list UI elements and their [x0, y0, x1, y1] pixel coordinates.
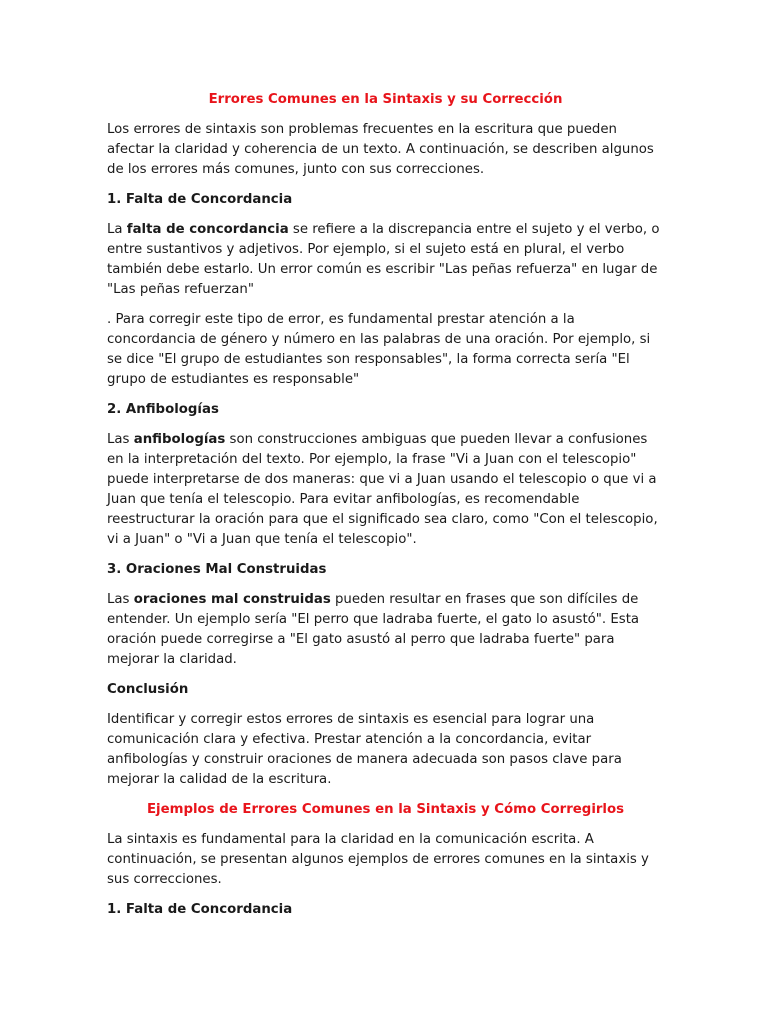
section-title-ejemplos: Ejemplos de Errores Comunes en la Sintaxis y Cómo Corregirlos [146, 802, 625, 817]
document-title: Errores Comunes en la Sintaxis y su Corrección [208, 92, 563, 107]
bold-term: oraciones mal construidas [133, 592, 331, 607]
paragraph-anfibologias: Las anfibologías son construcciones ambiguas que pueden llevar a confusiones en la interpretación del texto. Por ejemplo, la frase "Vi a Juan con el telescopio" puede interpretarse de dos maneras: que vi a Juan usando el telescopio o que vi a Juan que tenía el telescopio. Para evitar anfibologías, es recomendable reestructurar la oración para que el significado sea claro, como "Con el telescopio, vi a Juan" o "Vi a Juan que tenía el telescopio". [107, 432, 658, 547]
paragraph-oraciones: Las oraciones mal construidas pueden resultar en frases que son difíciles de entender. Un ejemplo sería "El perro que ladraba fuerte, el gato lo asustó". Esta oración puede corregirse a "El gato asustó al perro que ladraba fuerte" para mejorar la claridad. [107, 592, 640, 667]
paragraph-conclusion: Identificar y corregir estos errores de sintaxis es esencial para lograr una comunicación clara y efectiva. Prestar atención a la concordancia, evitar anfibologías y construir oraciones de manera adecuada son pasos clave para mejorar la calidad de la escritura. [107, 712, 622, 787]
intro-paragraph-ejemplos: La sintaxis es fundamental para la claridad en la comunicación escrita. A continuación, se presentan algunos ejemplos de errores comunes en la sintaxis y sus correcciones. [107, 832, 649, 887]
paragraph-concordancia-correction: . Para corregir este tipo de error, es fundamental prestar atención a la concordancia de género y número en las palabras de una oración. Por ejemplo, si se dice "El grupo de estudiantes son responsables", la forma correcta sería "El grupo de estudiantes es responsable" [107, 312, 651, 387]
intro-paragraph: Los errores de sintaxis son problemas frecuentes en la escritura que pueden afectar la claridad y coherencia de un texto. A continuación, se describen algunos de los errores más comunes, junto con sus correcciones. [107, 122, 654, 177]
section-heading-anfibologias: 2. Anfibologías [107, 402, 219, 417]
bold-term: anfibologías [133, 432, 226, 447]
section-heading-concordancia: 1. Falta de Concordancia [107, 192, 293, 207]
paragraph-concordancia: La falta de concordancia se refiere a la discrepancia entre el sujeto y el verbo, o entre sustantivos y adjetivos. Por ejemplo, si el sujeto está en plural, el verbo también debe estarlo. Un error común es escribir "Las peñas refuerza" en lugar de "Las peñas refuerzan" [107, 222, 660, 297]
section-heading-conclusion: Conclusión [107, 682, 189, 697]
section-heading-concordancia-2: 1. Falta de Concordancia [107, 902, 293, 917]
section-heading-oraciones: 3. Oraciones Mal Construidas [107, 562, 327, 577]
bold-term: falta de concordancia [126, 222, 289, 237]
